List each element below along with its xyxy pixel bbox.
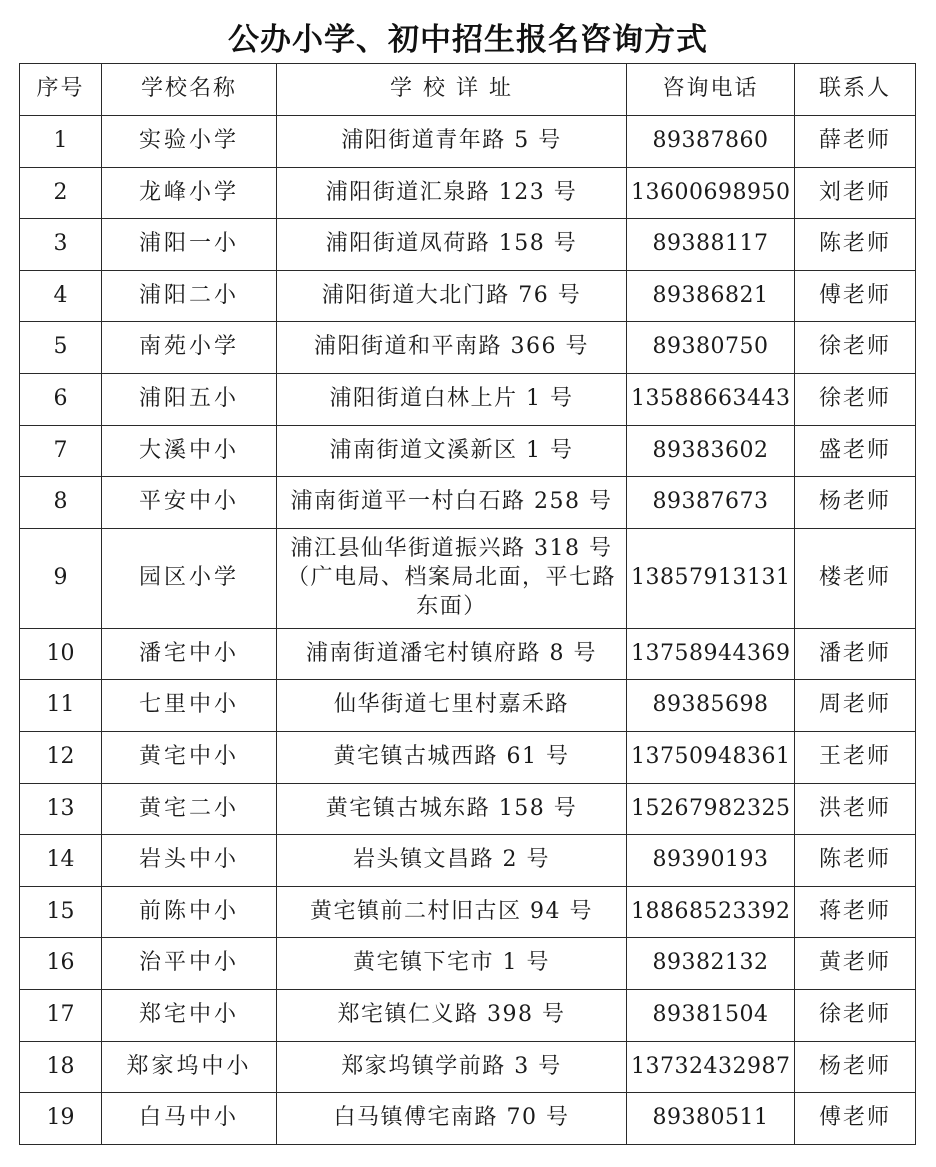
school-address: 浦阳街道白林上片 1 号 — [277, 373, 627, 425]
contact-person: 王老师 — [795, 731, 916, 783]
school-address: 白马镇傅宅南路 70 号 — [277, 1093, 627, 1145]
row-number: 18 — [20, 1041, 102, 1093]
school-contact-table — [19, 63, 916, 1145]
row-number: 14 — [20, 835, 102, 887]
school-address: 浦阳街道青年路 5 号 — [277, 116, 627, 168]
row-number: 17 — [20, 989, 102, 1041]
school-name: 浦阳五小 — [102, 373, 277, 425]
row-number: 6 — [20, 373, 102, 425]
phone-number: 89382132 — [627, 938, 795, 990]
phone-number: 89380750 — [627, 322, 795, 374]
school-address: 浦南街道潘宅村镇府路 8 号 — [277, 628, 627, 680]
phone-number: 13588663443 — [627, 373, 795, 425]
row-number: 19 — [20, 1093, 102, 1145]
phone-number: 89388117 — [627, 219, 795, 271]
row-number: 2 — [20, 167, 102, 219]
phone-number: 89383602 — [627, 425, 795, 477]
school-name: 岩头中小 — [102, 835, 277, 887]
contact-person: 徐老师 — [795, 989, 916, 1041]
phone-number: 89390193 — [627, 835, 795, 887]
contact-person: 薛老师 — [795, 116, 916, 168]
table-row — [20, 270, 916, 322]
column-header-school-name: 学校名称 — [102, 64, 277, 116]
phone-number: 89386821 — [627, 270, 795, 322]
row-number: 13 — [20, 783, 102, 835]
school-address: 浦阳街道和平南路 366 号 — [277, 322, 627, 374]
table-row — [20, 886, 916, 938]
school-name: 黄宅中小 — [102, 731, 277, 783]
school-address: 岩头镇文昌路 2 号 — [277, 835, 627, 887]
row-number: 15 — [20, 886, 102, 938]
row-number: 12 — [20, 731, 102, 783]
school-name: 浦阳一小 — [102, 219, 277, 271]
page-title: 公办小学、初中招生报名咨询方式 — [228, 22, 708, 58]
table-row — [20, 989, 916, 1041]
contact-person: 徐老师 — [795, 322, 916, 374]
phone-number: 89387673 — [627, 477, 795, 529]
phone-number: 13600698950 — [627, 167, 795, 219]
school-name: 实验小学 — [102, 116, 277, 168]
school-address: 黄宅镇古城东路 158 号 — [277, 783, 627, 835]
phone-number: 13732432987 — [627, 1041, 795, 1093]
school-address: 浦阳街道大北门路 76 号 — [277, 270, 627, 322]
row-number: 3 — [20, 219, 102, 271]
contact-person: 盛老师 — [795, 425, 916, 477]
school-address: 黄宅镇下宅市 1 号 — [277, 938, 627, 990]
school-address: 郑家坞镇学前路 3 号 — [277, 1041, 627, 1093]
contact-person: 傅老师 — [795, 270, 916, 322]
phone-number: 18868523392 — [627, 886, 795, 938]
school-name: 郑宅中小 — [102, 989, 277, 1041]
phone-number: 13750948361 — [627, 731, 795, 783]
table-body — [20, 116, 916, 1145]
phone-number: 89387860 — [627, 116, 795, 168]
row-number: 16 — [20, 938, 102, 990]
contact-person: 陈老师 — [795, 835, 916, 887]
contact-person: 楼老师 — [795, 528, 916, 628]
column-header-number: 序号 — [20, 64, 102, 116]
table-row — [20, 835, 916, 887]
contact-person: 黄老师 — [795, 938, 916, 990]
phone-number: 13758944369 — [627, 628, 795, 680]
row-number: 4 — [20, 270, 102, 322]
school-address: 仙华街道七里村嘉禾路 — [277, 680, 627, 732]
table-row — [20, 938, 916, 990]
school-address: 郑宅镇仁义路 398 号 — [277, 989, 627, 1041]
row-number: 7 — [20, 425, 102, 477]
table-row — [20, 219, 916, 271]
school-name: 潘宅中小 — [102, 628, 277, 680]
row-number: 1 — [20, 116, 102, 168]
contact-person: 徐老师 — [795, 373, 916, 425]
table-row — [20, 1041, 916, 1093]
school-address: 黄宅镇古城西路 61 号 — [277, 731, 627, 783]
contact-person: 杨老师 — [795, 1041, 916, 1093]
school-address: 黄宅镇前二村旧古区 94 号 — [277, 886, 627, 938]
table-row — [20, 322, 916, 374]
phone-number: 89380511 — [627, 1093, 795, 1145]
contact-person: 周老师 — [795, 680, 916, 732]
school-name: 治平中小 — [102, 938, 277, 990]
phone-number: 15267982325 — [627, 783, 795, 835]
contact-person: 杨老师 — [795, 477, 916, 529]
school-name: 大溪中小 — [102, 425, 277, 477]
contact-person: 蒋老师 — [795, 886, 916, 938]
table-row — [20, 680, 916, 732]
table-row — [20, 477, 916, 529]
contact-person: 陈老师 — [795, 219, 916, 271]
row-number: 9 — [20, 528, 102, 628]
school-name: 浦阳二小 — [102, 270, 277, 322]
school-name: 南苑小学 — [102, 322, 277, 374]
school-address: 浦南街道平一村白石路 258 号 — [277, 477, 627, 529]
school-name: 前陈中小 — [102, 886, 277, 938]
row-number: 10 — [20, 628, 102, 680]
column-header-address: 学 校 详 址 — [277, 64, 627, 116]
contact-person: 洪老师 — [795, 783, 916, 835]
table-row — [20, 373, 916, 425]
school-name: 平安中小 — [102, 477, 277, 529]
table-row — [20, 528, 916, 628]
table-row — [20, 425, 916, 477]
school-address: 浦阳街道凤荷路 158 号 — [277, 219, 627, 271]
column-header-contact: 联系人 — [795, 64, 916, 116]
phone-number: 89385698 — [627, 680, 795, 732]
contact-person: 潘老师 — [795, 628, 916, 680]
school-address: 浦阳街道汇泉路 123 号 — [277, 167, 627, 219]
school-address: 浦江县仙华街道振兴路 318 号（广电局、档案局北面，平七路东面） — [277, 528, 627, 628]
column-header-phone: 咨询电话 — [627, 64, 795, 116]
table-row — [20, 167, 916, 219]
row-number: 8 — [20, 477, 102, 529]
table-row — [20, 1093, 916, 1145]
table-row — [20, 116, 916, 168]
table-row — [20, 731, 916, 783]
school-address: 浦南街道文溪新区 1 号 — [277, 425, 627, 477]
contact-person: 傅老师 — [795, 1093, 916, 1145]
table-row — [20, 628, 916, 680]
table-header-row — [20, 64, 916, 116]
school-name: 郑家坞中小 — [102, 1041, 277, 1093]
row-number: 5 — [20, 322, 102, 374]
table-row — [20, 783, 916, 835]
row-number: 11 — [20, 680, 102, 732]
phone-number: 13857913131 — [627, 528, 795, 628]
school-name: 龙峰小学 — [102, 167, 277, 219]
school-name: 白马中小 — [102, 1093, 277, 1145]
school-name: 七里中小 — [102, 680, 277, 732]
school-name: 黄宅二小 — [102, 783, 277, 835]
contact-person: 刘老师 — [795, 167, 916, 219]
school-name: 园区小学 — [102, 528, 277, 628]
phone-number: 89381504 — [627, 989, 795, 1041]
